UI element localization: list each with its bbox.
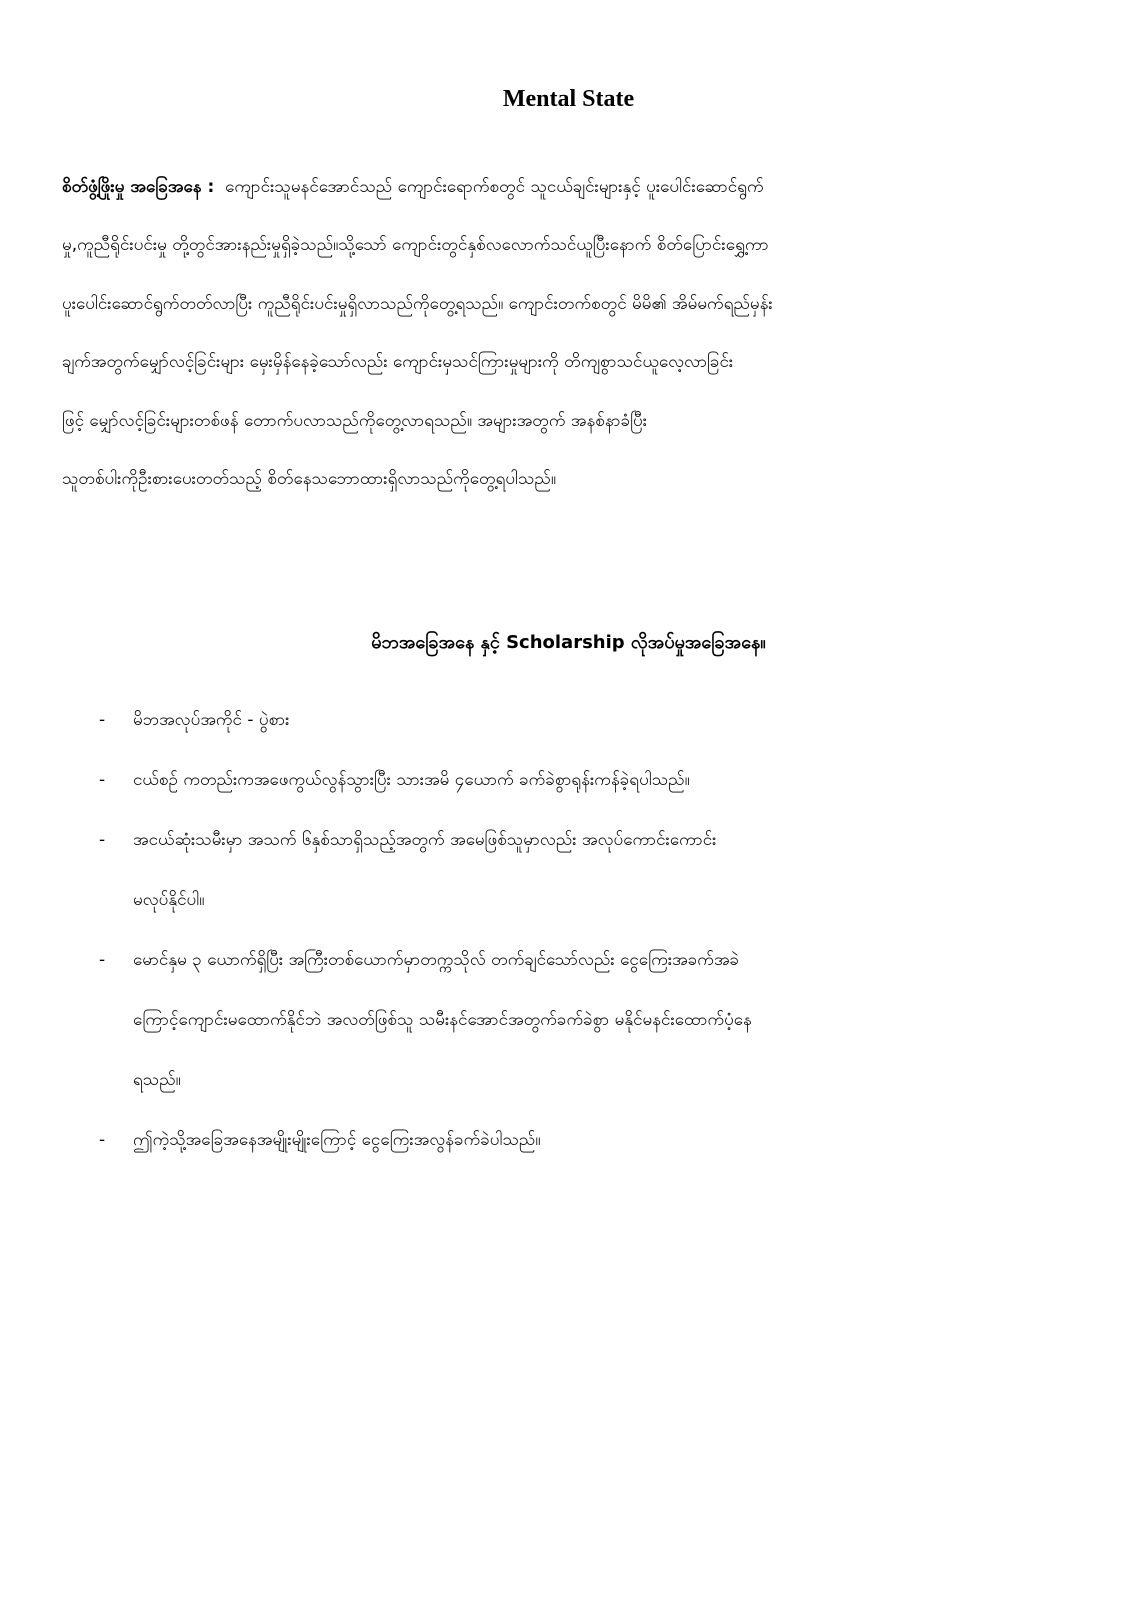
bullet-dash: - <box>99 830 106 850</box>
paragraph-line: ချက်အတွက်မျှော်လင့်ခြင်းများ မှေးမှိန်နေခဲ့သော်လည်း ကျောင်းမှသင်ကြားမှုများကို တိကျစွာသင်ယူလေ့လာခြင်း <box>62 352 734 373</box>
list-item-text: အငယ်ဆုံးသမီးမှာ အသက် ၆နှစ်သာရှိသည့်အတွက် အမေဖြစ်သူမှာလည်း အလုပ်ကောင်းကောင်း <box>133 830 717 850</box>
paragraph-line <box>62 158 1072 216</box>
bullet-dash: - <box>99 770 106 790</box>
list-item-text: မလုပ်နိုင်ပါ။ <box>133 890 205 910</box>
list-item-text: ရသည်။ <box>133 1070 181 1090</box>
paragraph-line-text: ကျောင်းသူမနင်အောင်သည် ကျောင်းရောက်စတွင် သူငယ်ချင်းများနှင့် ပူးပေါင်းဆောင်ရွက် <box>225 177 764 197</box>
paragraph-line: သူတစ်ပါးကိုဦးစားပေးတတ်သည့် စိတ်နေသဘောထားရှိလာသည်ကိုတွေ့ရပါသည်။ <box>62 469 557 490</box>
bullet-dash: - <box>99 950 106 970</box>
page-title: Mental State <box>502 86 635 112</box>
paragraph-line: မှု,ကူညီရိုင်းပင်းမှု တို့တွင်အားနည်းမှုရှိခဲ့သည်။သို့သော် ကျောင်းတွင်နှစ်လလောက်သင်ယူပြီးနောက် စိတ်ပြောင်းရွှေ့ကာ <box>62 235 769 256</box>
list-item-text: ကြောင့်ကျောင်းမထောက်နိုင်ဘဲ အလတ်ဖြစ်သူ သမီးနင်အောင်အတွက်ခက်ခဲစွာ မနိုင်မနင်းထောက်ပံ့နေ <box>133 1010 752 1030</box>
list-item-text: ငယ်စဉ် ကတည်းကအဖေကွယ်လွန်သွားပြီး သားအမိ ၄ယောက် ခက်ခဲစွာရုန်းကန်ခဲ့ရပါသည်။ <box>133 770 690 790</box>
bullet-dash: - <box>99 710 106 730</box>
list-item <box>0 810 1073 930</box>
list-item <box>0 750 1073 810</box>
list-item-text: မောင်နှမ ၃ ယောက်ရှိပြီး အကြီးတစ်ယောက်မှာတက္ကသိုလ် တက်ချင်သော်လည်း ငွေကြေးအခက်အခဲ <box>133 950 740 970</box>
list-item <box>0 690 1073 750</box>
list-item-text: မိဘအလုပ်အကိုင် - ပွဲစား <box>133 710 290 730</box>
paragraph-line: ဖြင့် မျှော်လင့်ခြင်းများတစ်ဖန် တောက်ပလာသည်ကိုတွေ့လာရသည်။ အများအတွက် အနစ်နာခံပြီး <box>62 410 648 431</box>
section-heading: မိဘအခြေအနေ နှင့် Scholarship လိုအပ်မှုအခြေအနေ။ <box>371 632 766 653</box>
bullet-list <box>0 690 1137 1170</box>
bullet-dash: - <box>99 1130 106 1150</box>
mental-state-label: စိတ်ဖွံ့ဖြိုးမှု အခြေအနေ : <box>62 177 215 197</box>
list-item <box>0 930 1073 1110</box>
paragraph-line: ပူးပေါင်းဆောင်ရွက်တတ်လာပြီး ကူညီရိုင်းပင်းမှုရှိလာသည်ကိုတွေ့ရသည်။ ကျောင်းတက်စတွင် မိမိ၏ အိမ်မက်ရည်မှန်း <box>62 293 773 314</box>
list-item <box>0 1110 1073 1170</box>
mental-state-paragraph <box>62 158 1072 508</box>
list-item-text: ဤကဲ့သို့အခြေအနေအမျိုးမျိုးကြောင့် ငွေကြေးအလွန်ခက်ခဲပါသည်။ <box>133 1130 541 1150</box>
